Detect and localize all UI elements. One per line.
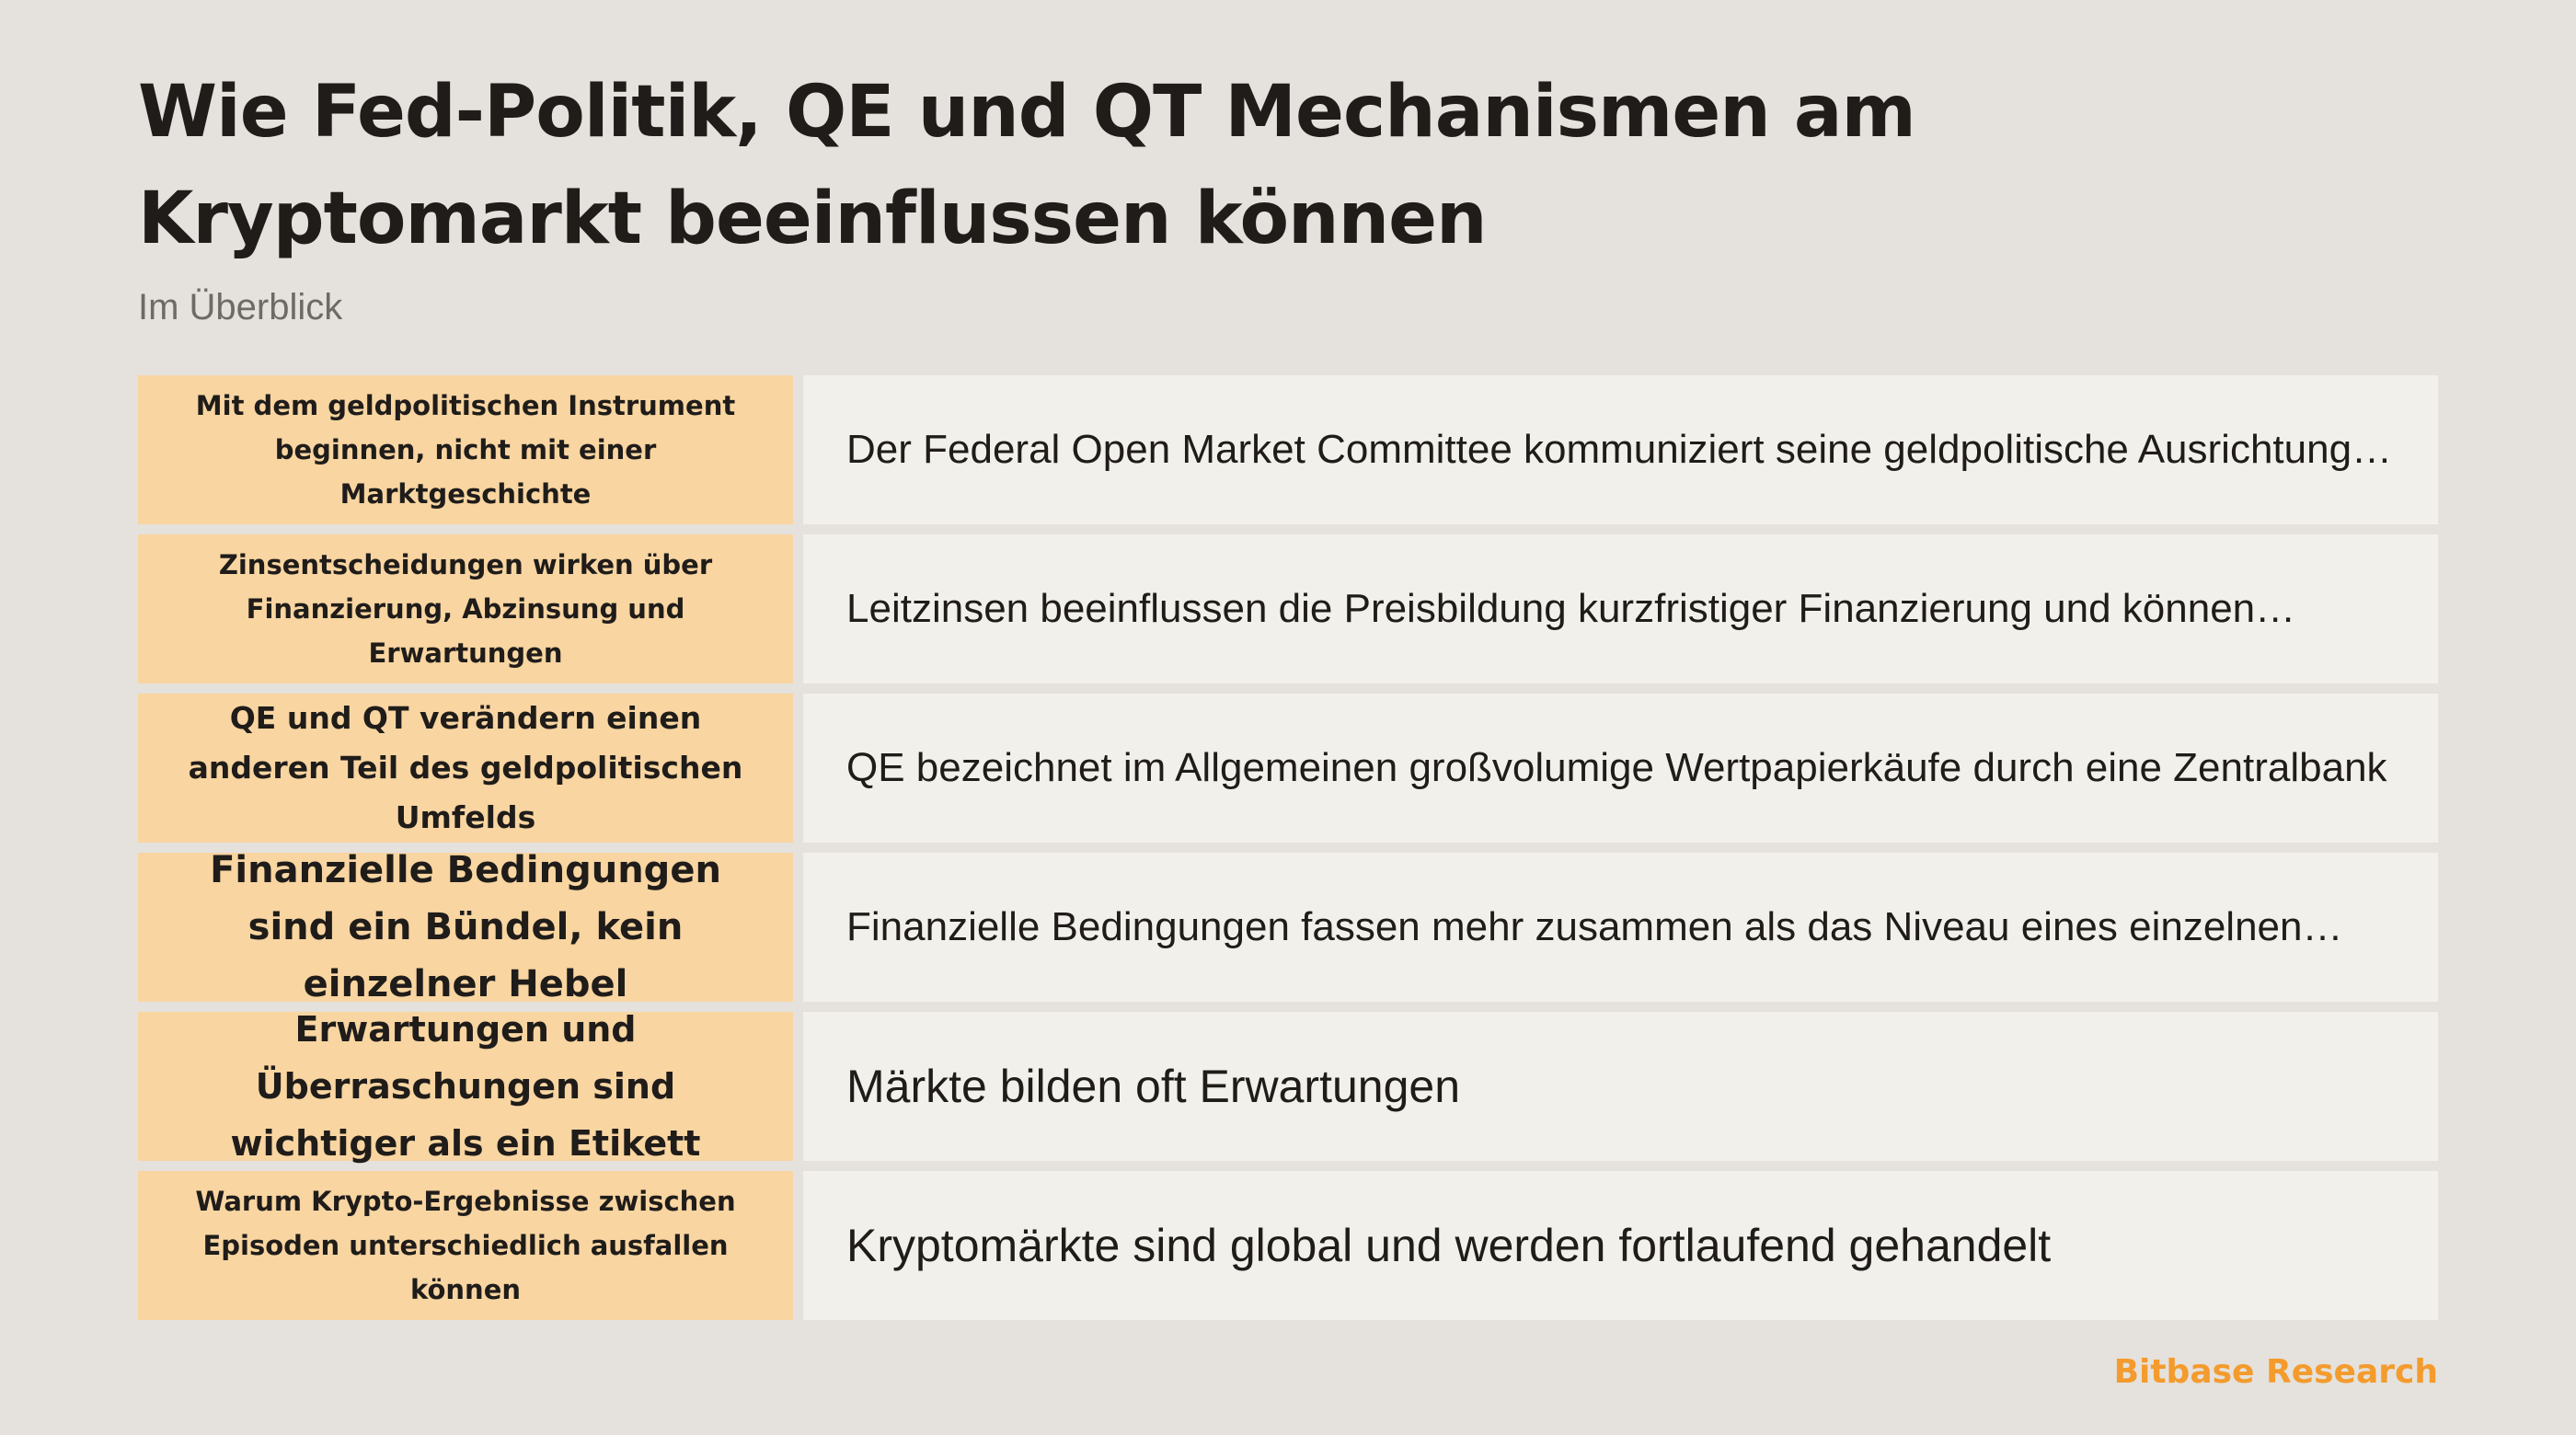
row-label: Warum Krypto-Ergebnisse zwischen Episoden unterschiedlich ausfallen können — [138, 1171, 793, 1320]
table-row — [138, 1009, 2438, 1164]
row-text: Leitzinsen beeinflussen die Preisbildung kurzfristiger Finanzierung und können… — [803, 534, 2438, 683]
page-subtitle: Im Überblick — [138, 287, 343, 327]
row-text: Kryptomärkte sind global und werden fortlaufend gehandelt — [803, 1171, 2438, 1320]
cell-gap — [793, 1171, 803, 1320]
brand-label: Bitbase Research — [2113, 1353, 2438, 1391]
row-text: Märkte bilden oft Erwartungen — [803, 1012, 2438, 1161]
table-row — [138, 534, 2438, 683]
row-text: Finanzielle Bedingungen fassen mehr zusammen als das Niveau eines einzelnen… — [803, 853, 2438, 1002]
table-row — [138, 694, 2438, 843]
cell-gap — [793, 694, 803, 843]
cell-gap — [793, 534, 803, 683]
summary-table — [138, 375, 2438, 1330]
slide — [138, 0, 2438, 1435]
row-label: Mit dem geldpolitischen Instrument beginnen, nicht mit einer Marktgeschichte — [138, 375, 793, 524]
row-text: QE bezeichnet im Allgemeinen großvolumige Wertpapierkäufe durch eine Zentralbank — [803, 694, 2438, 843]
cell-gap — [793, 853, 803, 1002]
cell-gap — [793, 1012, 803, 1161]
row-label: Zinsentscheidungen wirken über Finanzierung, Abzinsung und Erwartungen — [138, 534, 793, 683]
table-row — [138, 1171, 2438, 1320]
row-label: Finanzielle Bedingungen sind ein Bündel, kein einzelner Hebel — [138, 853, 793, 1002]
page-title: Wie Fed-Politik, QE und QT Mechanismen am Kryptomarkt beeinflussen können — [138, 71, 1915, 260]
row-text: Der Federal Open Market Committee kommuniziert seine geldpolitische Ausrichtung… — [803, 375, 2438, 524]
table-row — [138, 849, 2438, 1005]
row-label: Erwartungen und Überraschungen sind wichtiger als ein Etikett — [138, 1012, 793, 1161]
table-row — [138, 375, 2438, 524]
cell-gap — [793, 375, 803, 524]
row-label: QE und QT verändern einen anderen Teil des geldpolitischen Umfelds — [138, 694, 793, 843]
